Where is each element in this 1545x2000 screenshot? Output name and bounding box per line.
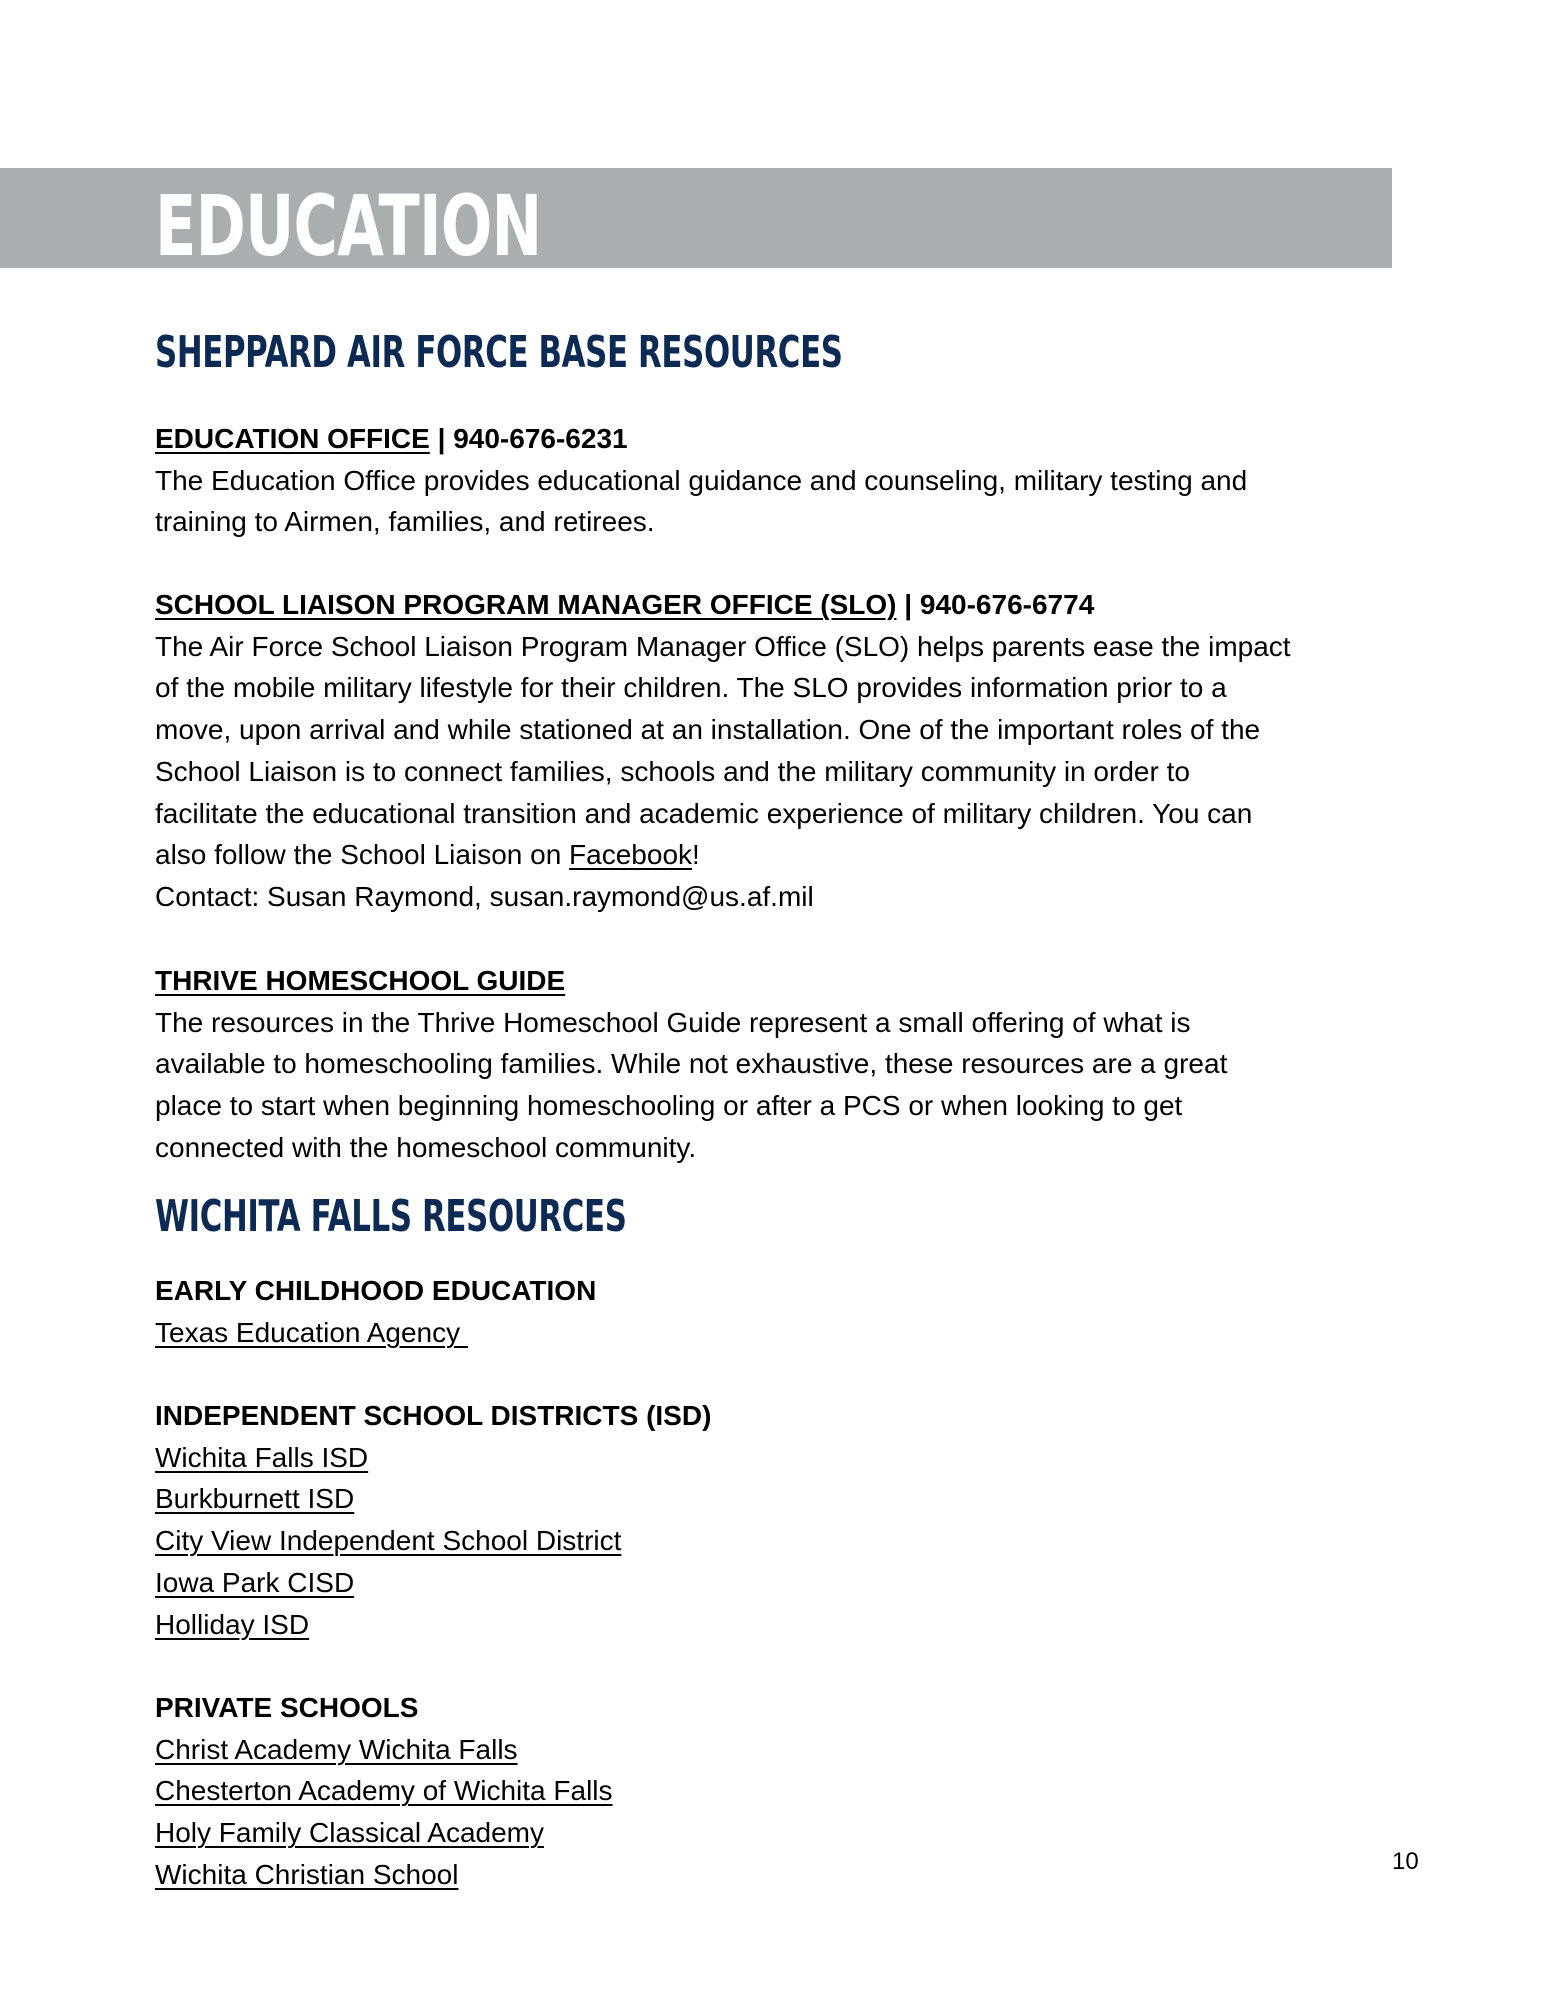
isd-title: INDEPENDENT SCHOOL DISTRICTS (ISD)	[155, 1400, 712, 1431]
city-view-isd-link[interactable]: City View Independent School District	[155, 1525, 622, 1557]
paragraph-line: available to homeschooling families. While not exhaustive, these resources are a great	[155, 1048, 1228, 1080]
paragraph-line: The resources in the Thrive Homeschool Guide represent a small offering of what is	[155, 1006, 1191, 1038]
slo-contact: Contact: Susan Raymond, susan.raymond@us.af.mil	[155, 880, 814, 912]
early-childhood-block	[155, 1270, 1385, 1353]
list-item	[155, 1604, 1385, 1646]
follow-suffix: !	[692, 839, 700, 871]
burkburnett-isd-link[interactable]: Burkburnett ISD	[155, 1483, 355, 1515]
isd-block	[155, 1395, 1385, 1645]
education-office-header	[155, 418, 1385, 460]
list-item	[155, 1312, 1385, 1354]
follow-prefix: also follow the School Liaison on	[155, 839, 570, 871]
paragraph-line: training to Airmen, families, and retirees.	[155, 506, 655, 538]
list-item	[155, 1520, 1385, 1562]
list-item	[155, 1478, 1385, 1520]
page-number: 10	[1392, 1848, 1419, 1875]
list-item	[155, 1562, 1385, 1604]
list-item	[155, 1854, 1385, 1896]
paragraph-line: of the mobile military lifestyle for their children. The SLO provides information prior to a	[155, 672, 1227, 704]
thrive-block	[155, 960, 1385, 1169]
private-schools-title: PRIVATE SCHOOLS	[155, 1692, 419, 1723]
education-office-phone: 940-676-6231	[453, 423, 628, 454]
section-heading-wichita: WICHITA FALLS RESOURCES	[155, 1191, 627, 1242]
slo-link[interactable]: SCHOOL LIAISON PROGRAM MANAGER OFFICE (SLO)	[155, 589, 897, 620]
section-heading-sheppard: SHEPPARD AIR FORCE BASE RESOURCES	[155, 327, 843, 378]
holy-family-academy-link[interactable]: Holy Family Classical Academy	[155, 1817, 544, 1849]
slo-header	[155, 584, 1385, 626]
paragraph-line: The Air Force School Liaison Program Manager Office (SLO) helps parents ease the impact	[155, 630, 1291, 662]
separator: |	[429, 423, 454, 454]
separator: |	[896, 589, 920, 620]
christ-academy-link[interactable]: Christ Academy Wichita Falls	[155, 1733, 518, 1765]
wichita-christian-school-link[interactable]: Wichita Christian School	[155, 1858, 459, 1890]
slo-phone: 940-676-6774	[919, 589, 1095, 620]
list-item	[155, 1729, 1385, 1771]
private-schools-block	[155, 1687, 1385, 1896]
paragraph-line	[155, 834, 1385, 876]
paragraph-line: move, upon arrival and while stationed at an installation. One of the important roles of the	[155, 714, 1261, 746]
texas-education-agency-link[interactable]: Texas Education Agency	[155, 1316, 468, 1348]
list-item	[155, 1770, 1385, 1812]
chesterton-academy-link[interactable]: Chesterton Academy of Wichita Falls	[155, 1775, 613, 1807]
thrive-link[interactable]: THRIVE HOMESCHOOL GUIDE	[155, 965, 566, 996]
paragraph-line: place to start when beginning homeschooling or after a PCS or when looking to get	[155, 1090, 1183, 1122]
list-item	[155, 1812, 1385, 1854]
education-office-link[interactable]: EDUCATION OFFICE	[155, 423, 430, 454]
education-office-block	[155, 418, 1385, 543]
holliday-isd-link[interactable]: Holliday ISD	[155, 1608, 310, 1640]
paragraph-line: connected with the homeschool community.	[155, 1131, 697, 1163]
slo-block	[155, 584, 1385, 918]
list-item	[155, 1437, 1385, 1479]
paragraph-line: School Liaison is to connect families, schools and the military community in order to	[155, 755, 1190, 787]
paragraph-line: facilitate the educational transition and academic experience of military children. You can	[155, 797, 1253, 829]
thrive-header	[155, 960, 1385, 1002]
wichita-falls-isd-link[interactable]: Wichita Falls ISD	[155, 1441, 369, 1473]
paragraph-line: The Education Office provides educational guidance and counseling, military testing and	[155, 464, 1248, 496]
iowa-park-cisd-link[interactable]: Iowa Park CISD	[155, 1566, 355, 1598]
page-title: EDUCATION	[155, 177, 542, 275]
early-childhood-title: EARLY CHILDHOOD EDUCATION	[155, 1275, 597, 1306]
facebook-link[interactable]: Facebook	[569, 839, 693, 871]
